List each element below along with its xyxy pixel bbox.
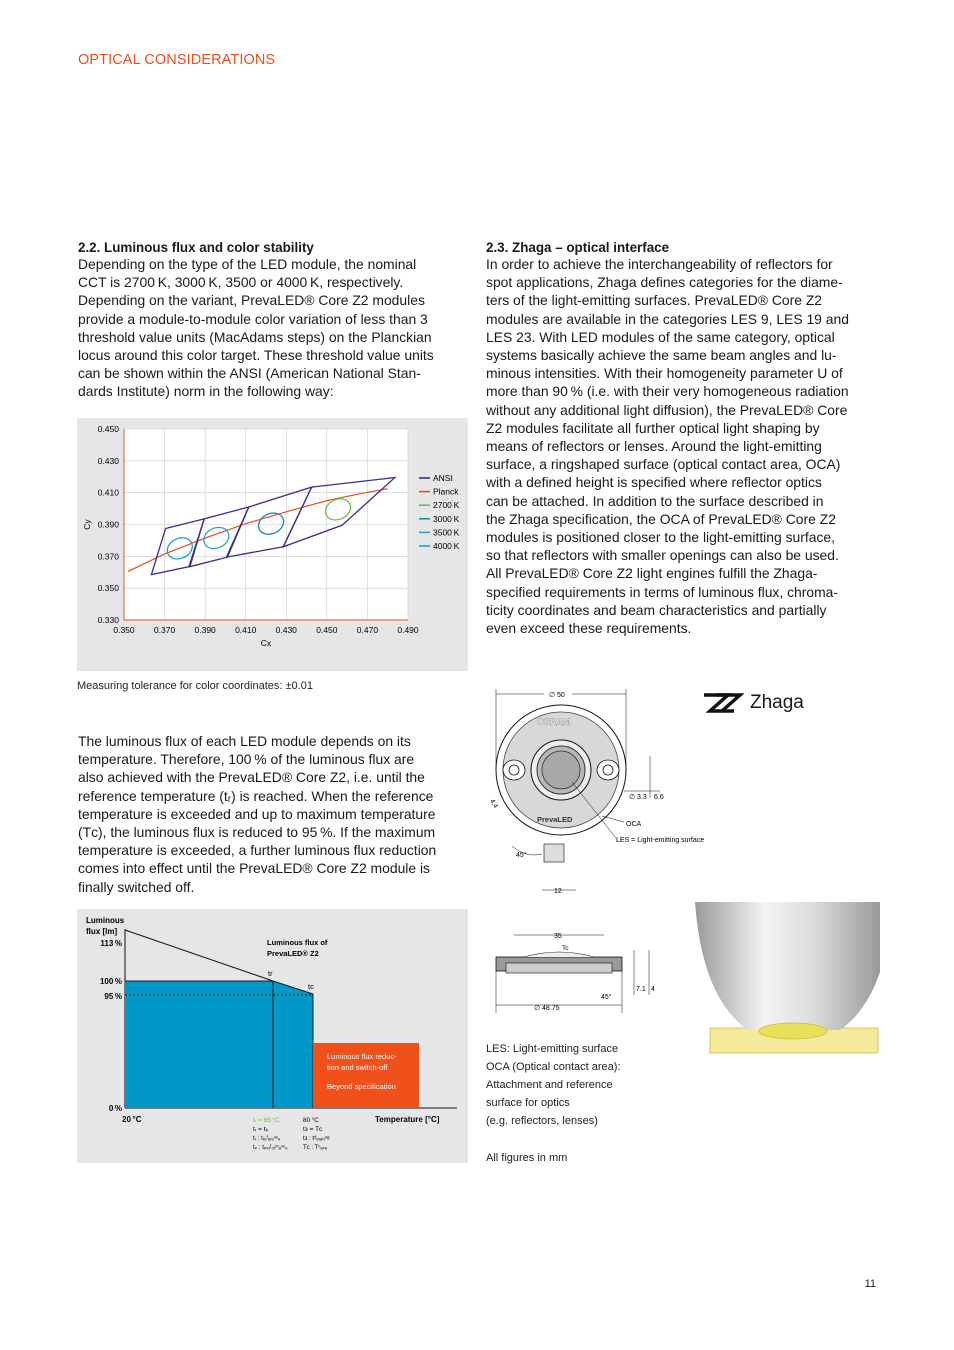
para-line: CCT is 2700 K, 3000 K, 3500 or 4000 K, respectively. xyxy=(78,274,404,291)
tc-legend: 80 °C xyxy=(303,1117,319,1124)
caption-line: OCA (Optical contact area): xyxy=(486,1061,621,1073)
x-axis-label: Temperature [°C] xyxy=(375,1115,440,1124)
overlay-text: Luminous flux reduc- xyxy=(327,1052,397,1061)
para-line: locus around this color target. These threshold value units xyxy=(78,347,434,364)
tr-legend: tᵣ = tₚ xyxy=(253,1126,269,1133)
module-body xyxy=(506,963,612,973)
y-tick-label: 0.410 xyxy=(97,487,119,498)
tr-legend: tₚ : tₚₑᵣᶠₒᵣᵐₐⁿᶜₑ xyxy=(253,1145,288,1151)
para-line: ticity coordinates and beam characteristics and partially xyxy=(486,601,827,618)
luminous-flux-heading: 2.2. Luminous flux and color stability xyxy=(78,240,314,255)
y-axis-label-line: Luminous xyxy=(86,916,125,925)
x-tick-label: 0.390 xyxy=(194,625,216,635)
units-note: All figures in mm xyxy=(486,1152,568,1164)
caption-line: (e.g. reflectors, lenses) xyxy=(486,1115,598,1127)
para-line: modules is positioned closer to the light-emitting surface, xyxy=(486,529,835,546)
para-line: means of reflectors or lenses. Around the light-emitting xyxy=(486,438,822,455)
les-label: LES = Light-emitting surface xyxy=(616,837,705,844)
para-line: systems basically achieve the same beam angles and lu- xyxy=(486,347,837,364)
zhaga-logo xyxy=(700,688,804,718)
para-line: minous intensities. With their homogeneity parameter U of xyxy=(486,365,843,382)
y-axis-label: Cy xyxy=(82,519,92,530)
tr-point-label: tr xyxy=(268,969,273,978)
chromaticity-chart-panel xyxy=(77,418,468,671)
flux-temperature-paragraph xyxy=(78,732,470,896)
left-column xyxy=(78,240,470,401)
y-tick-label: 0.450 xyxy=(97,424,119,434)
caption-line: surface for optics xyxy=(486,1097,570,1109)
les-surface xyxy=(542,751,580,789)
para-line: without any additional light diffusion), the PrevaLED® Core xyxy=(486,401,848,418)
para-line: with a defined height is specified where reflector optics xyxy=(486,474,822,491)
para-line: modules are available in the categories LES 9, LES 19 and xyxy=(486,310,849,327)
x-tick-label: 0.350 xyxy=(113,625,135,635)
para-line: specified requirements in terms of luminous flux, chroma- xyxy=(486,583,839,600)
y-tick-label: 0.370 xyxy=(97,551,119,562)
para-line: ters of the light-emitting surfaces. PrevaLED® Core Z2 xyxy=(486,292,823,309)
zhaga-logo-text: Zhaga xyxy=(750,692,804,713)
x-start-label: 20 °C xyxy=(122,1115,142,1124)
dim-label: ∅ 3.3 xyxy=(629,794,647,801)
para-line: threshold value units (MacAdams steps) on the Planckian xyxy=(78,328,432,345)
chart-caption: Measuring tolerance for color coordinates: ±0.01 xyxy=(77,680,313,692)
para-line: can be shown within the ANSI (American National Stan- xyxy=(78,365,421,382)
y-tick-label: 0.430 xyxy=(97,455,119,466)
tr-legend: tᵣ = 65 °C xyxy=(253,1117,280,1124)
tc-legend: tᴈ : tᵈₑᵣₐₜᵢⁿᵍ xyxy=(303,1136,330,1142)
para-line: (Tᴄ), the luminous flux is reduced to 95 %. If the maximum xyxy=(78,824,436,841)
dim-label: 12 xyxy=(554,888,562,895)
para-line: dards Institute) norm in the following way: xyxy=(78,383,334,400)
x-tick-label: 0.450 xyxy=(316,625,338,635)
flux-temperature-chart-panel xyxy=(77,909,468,1163)
caption-line: LES: Light-emitting surface xyxy=(486,1043,619,1055)
oca-label: OCA xyxy=(626,821,642,828)
y-tick-label: 100 % xyxy=(99,977,122,986)
chart-grid xyxy=(124,429,408,620)
para-line: so that reflectors with smaller openings can also be used. xyxy=(486,547,839,564)
y-tick-label: 0.390 xyxy=(97,519,119,530)
para-line: can be attached. In addition to the surface described in xyxy=(486,492,824,509)
zhaga-logo-icon xyxy=(700,691,744,715)
chromaticity-chart xyxy=(77,418,468,671)
tc-label: Tc xyxy=(562,945,569,952)
x-tick-label: 0.430 xyxy=(275,625,297,635)
legend-label: Planck xyxy=(433,486,459,497)
x-tick-label: 0.410 xyxy=(235,625,257,635)
para-line: also achieved with the PrevaLED® Core Z2, i.e. until the xyxy=(78,769,425,786)
para-line: temperature. Therefore, 100 % of the luminous flux are xyxy=(78,751,415,768)
flux-area xyxy=(125,981,313,1108)
module-side-view-drawing xyxy=(484,925,664,1017)
dim-label: 35 xyxy=(554,933,562,940)
angle-label: 45° xyxy=(601,994,612,1001)
tc-legend: Tᴄ : Tᶜₐₛₑ xyxy=(303,1145,328,1151)
y-tick-label: 0.330 xyxy=(97,615,119,625)
tr-legend: tᵣ : tᵣₑᶠₑᵣₑⁿᶜₑ xyxy=(253,1136,281,1142)
dim-label: ∅ 48.75 xyxy=(534,1005,560,1012)
y-tick-label: 0.350 xyxy=(97,583,119,594)
series-label: Luminous flux of xyxy=(267,938,328,947)
overlay-text: tion and switch-off xyxy=(327,1063,388,1072)
caption-line: Attachment and reference xyxy=(486,1079,613,1091)
y-tick-label: 95 % xyxy=(104,992,122,1001)
module-top-view-drawing xyxy=(484,686,724,900)
tc-legend: tᴈ = Tᴄ xyxy=(303,1126,323,1133)
y-axis-label-line: flux [lm] xyxy=(86,927,118,936)
para-line: even exceed these requirements. xyxy=(486,620,692,637)
para-line: finally switched off. xyxy=(78,878,195,895)
reflector-body xyxy=(695,902,880,1030)
module-top xyxy=(524,952,594,957)
legend-label: 4000 K xyxy=(433,541,460,551)
para-line: Z2 modules facilitate all further optical light shaping by xyxy=(486,419,820,436)
para-line: All PrevaLED® Core Z2 light engines fulfill the Zhaga- xyxy=(486,565,818,582)
x-tick-label: 0.470 xyxy=(356,625,379,635)
drawing-caption xyxy=(486,1040,621,1130)
page-number: 11 xyxy=(864,1278,876,1290)
luminous-flux-paragraph xyxy=(78,255,470,401)
y-tick-label: 113 % xyxy=(100,939,122,948)
zhaga-heading: 2.3. Zhaga – optical interface xyxy=(486,240,670,255)
flux-extrapolation-line xyxy=(125,930,273,981)
overlay-note: Beyond specification xyxy=(327,1082,396,1091)
para-line: The luminous flux of each LED module depends on its xyxy=(78,733,411,749)
reflector-illustration xyxy=(690,898,880,1058)
para-line: reference temperature (tᵣ) is reached. When the reference xyxy=(78,787,434,804)
right-column xyxy=(486,240,878,637)
connector xyxy=(544,844,564,862)
legend-label: 3500 K xyxy=(433,527,460,538)
chart-legend xyxy=(419,473,460,551)
para-line: spot applications, Zhaga defines categories for the diame- xyxy=(486,274,843,291)
dim-label: 4 xyxy=(651,986,655,993)
angle-label: 45° xyxy=(516,852,527,859)
mount-hole-inner xyxy=(509,765,519,775)
tc-point-label: tc xyxy=(308,982,314,991)
para-line: provide a module-to-module color variation of less than 3 xyxy=(78,310,428,327)
para-line: comes into effect until the PrevaLED® Core Z2 module is xyxy=(78,860,431,877)
x-axis-label: Cx xyxy=(260,638,272,648)
flux-temperature-chart xyxy=(77,909,468,1163)
osram-brand: OSRAM xyxy=(537,717,571,727)
section-title: OPTICAL CONSIDERATIONS xyxy=(78,52,276,68)
series-label: PrevaLED® Z2 xyxy=(267,949,319,958)
dim-label: 4.4 xyxy=(488,798,499,810)
para-line: more than 90 % (i.e. with their very homogeneous radiation xyxy=(486,383,849,400)
zhaga-paragraph xyxy=(486,255,878,637)
legend-label: 2700 K xyxy=(433,500,460,511)
x-tick-label: 0.370 xyxy=(153,625,176,635)
led-surface xyxy=(759,1023,827,1039)
para-line: temperature is exceeded and up to maximum temperature xyxy=(78,805,436,822)
para-line: the Zhaga specification, the OCA of PrevaLED® Core Z2 xyxy=(486,510,836,527)
y-tick-label: 0 % xyxy=(108,1104,122,1113)
leader-line xyxy=(602,816,624,822)
legend-label: 3000 K xyxy=(433,513,460,524)
x-tick-label: 0.490 xyxy=(397,625,419,635)
mount-hole-inner xyxy=(603,765,613,775)
dim-label: 6.6 xyxy=(654,794,664,801)
prevaled-brand: PrevaLED xyxy=(537,815,573,824)
para-line: surface, a ringshaped surface (optical contact area, OCA) xyxy=(486,456,841,473)
para-line: In order to achieve the interchangeability of reflectors for xyxy=(486,256,833,272)
para-line: temperature is exceeded, a further luminous flux reduction xyxy=(78,842,437,859)
para-line: Depending on the type of the LED module, the nominal xyxy=(78,256,417,272)
legend-label: ANSI xyxy=(433,473,453,483)
para-line: LES 23. With LED modules of the same category, optical xyxy=(486,328,835,345)
dim-label: ∅ 50 xyxy=(549,692,565,699)
dim-label: 7.1 xyxy=(636,986,646,993)
para-line: Depending on the variant, PrevaLED® Core Z2 modules xyxy=(78,292,425,309)
